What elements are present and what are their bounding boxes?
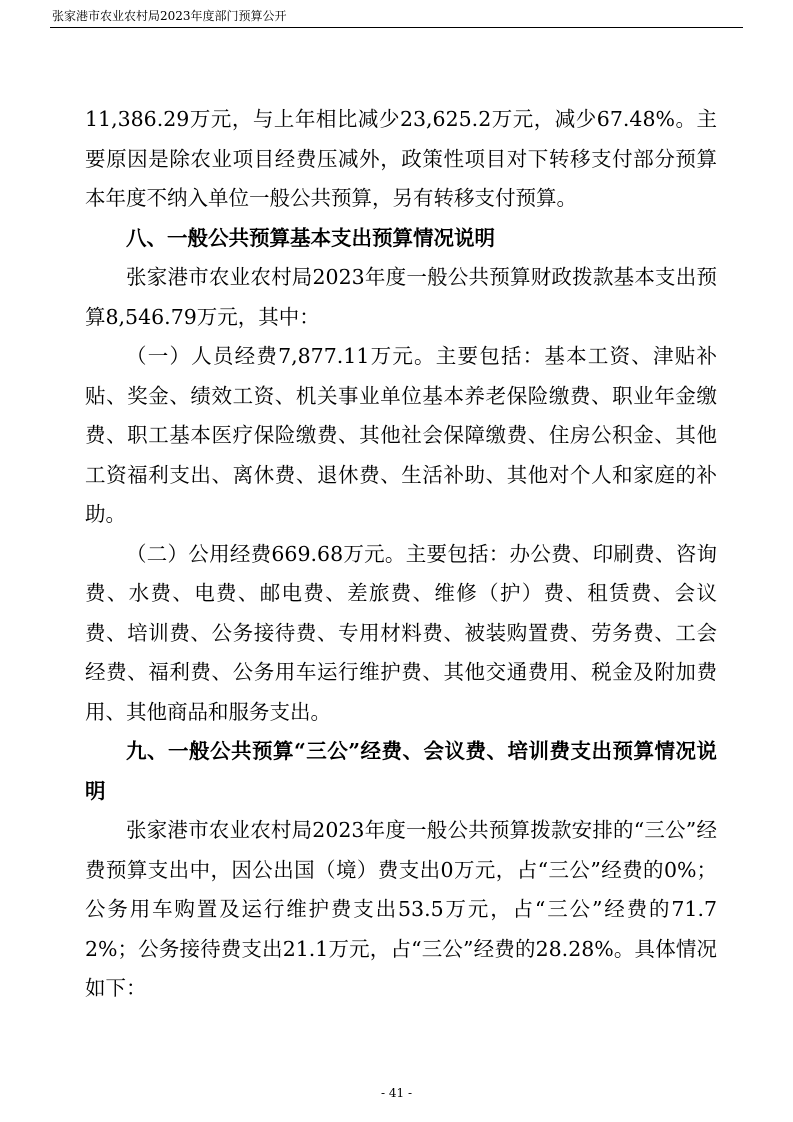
paragraph-personnel-expense: （一）人员经费7,877.11万元。主要包括：基本工资、津贴补贴、奖金、绩效工资、机关事业单位基本养老保险缴费、职业年金缴费、职工基本医疗保险缴费、其他社会保障缴费、住房公积金、其他工资福利支出、离休费、退休费、生活补助、其他对个人和家庭的补助。 <box>85 344 717 526</box>
running-header: 张家港市农业农村局2023年度部门预算公开 <box>52 9 287 23</box>
paragraph-budget-change: 11,386.29万元，与上年相比减少23,625.2万元，减少67.48%。主要原因是除农业项目经费压减外，政策性项目对下转移支付部分预算本年度不纳入单位一般公共预算，另有转移支付预算。 <box>85 107 717 210</box>
section-heading-8: 八、一般公共预算基本支出预算情况说明 <box>126 225 495 250</box>
section-heading-9: 九、一般公共预算“三公”经费、会议费、培训费支出预算情况说明 <box>85 739 717 803</box>
page-number: - 41 - <box>380 1086 412 1100</box>
paragraph-basic-expenditure: 张家港市农业农村局2023年度一般公共预算财政拨款基本支出预算8,546.79万元，其中： <box>85 265 717 329</box>
paragraph-three-public-expenses: 张家港市农业农村局2023年度一般公共预算拨款安排的“三公”经费预算支出中，因公出国（境）费支出0万元，占“三公”经费的0%；公务用车购置及运行维护费支出53.5万元，占“三公”经费的71.72%；公务接待费支出21.1万元，占“三公”经费的28.28%。具体情况如下： <box>85 818 717 1000</box>
page-body <box>85 100 717 1009</box>
paragraph-public-expense: （二）公用经费669.68万元。主要包括：办公费、印刷费、咨询费、水费、电费、邮电费、差旅费、维修（护）费、租赁费、会议费、培训费、公务接待费、专用材料费、被装购置费、劳务费、工会经费、福利费、公务用车运行维护费、其他交通费用、税金及附加费用、其他商品和服务支出。 <box>85 541 717 724</box>
header-rule <box>50 27 743 28</box>
